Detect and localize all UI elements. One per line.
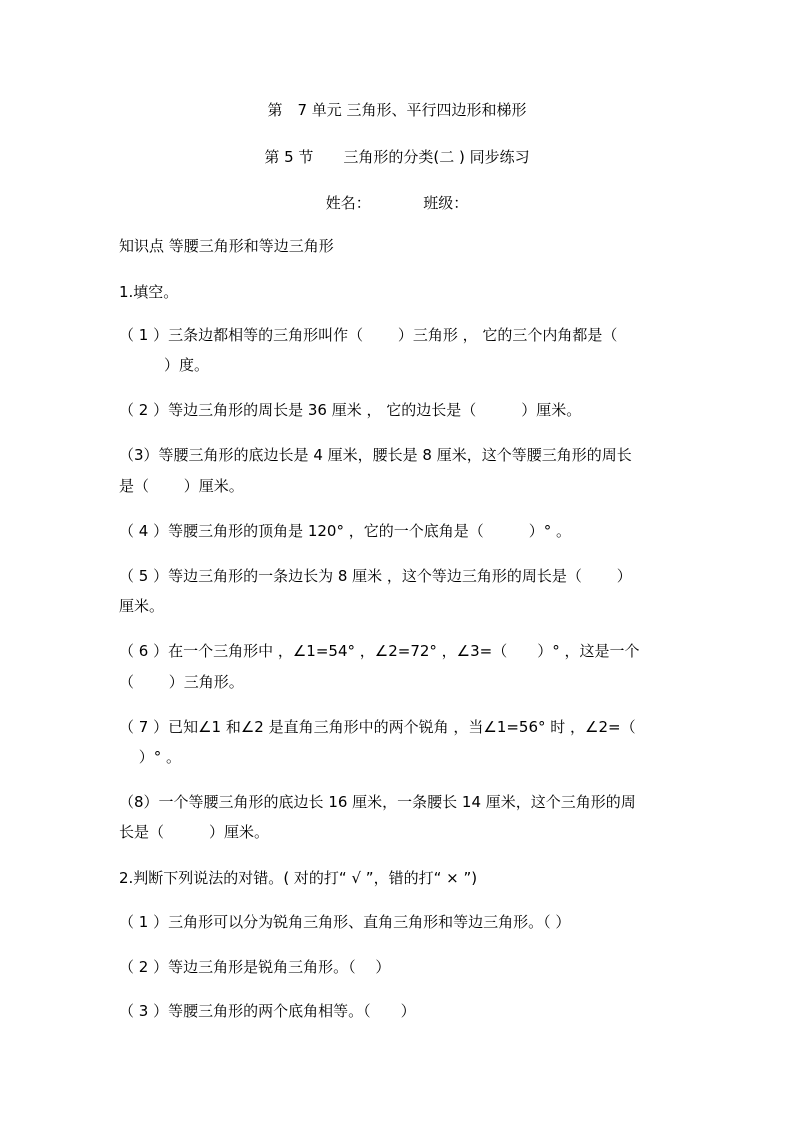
q1-item-1-line-2: ）度。 (119, 356, 210, 374)
q1-item-1-line-1: （ 1 ）三条边都相等的三角形叫作（ ）三角形 ， 它的三个内角都是（ (119, 326, 618, 344)
knowledge-point-heading: 知识点 等腰三角形和等边三角形 (119, 237, 334, 255)
question-2-heading: 2.判断下列说法的对错。( 对的打“ √ ”，错的打“ × ”) (119, 869, 478, 887)
q1-item-5-line-1: （ 5 ）等边三角形的一条边长为 8 厘米 ，这个等边三角形的周长是（ ） (119, 567, 632, 585)
q2-item-2-line-1: （ 2 ）等边三角形是锐角三角形。（ ） (119, 958, 391, 976)
q1-item-6-line-2: （ ）三角形。 (119, 673, 244, 691)
q1-item-7-line-1: （ 7 ）已知∠1 和∠2 是直角三角形中的两个锐角 ，当∠1=56° 时 ，∠2=（ (119, 718, 636, 736)
q1-item-7-line-2: ）° 。 (119, 748, 182, 766)
q1-item-4-line-1: （ 4 ）等腰三角形的顶角是 120° ，它的一个底角是（ ）° 。 (119, 522, 572, 540)
q2-item-3-line-1: （ 3 ）等腰三角形的两个底角相等。（ ） (119, 1002, 416, 1020)
q1-item-3-line-1: （3）等腰三角形的底边长是 4 厘米，腰长是 8 厘米，这个等腰三角形的周长 (119, 446, 632, 464)
q1-item-8-line-2: 长是（ ）厘米。 (119, 823, 270, 841)
q1-item-6-line-1: （ 6 ）在一个三角形中 ，∠1=54° ，∠2=72° ，∠3=（ ）° ，这是一个 (119, 642, 640, 660)
section-title: 第 5 节 三角形的分类(二 ) 同步练习 (264, 148, 530, 166)
question-1-heading: 1.填空。 (119, 283, 179, 301)
unit-title: 第 7 单元 三角形、平行四边形和梯形 (267, 101, 527, 119)
q1-item-8-line-1: （8）一个等腰三角形的底边长 16 厘米，一条腰长 14 厘米，这个三角形的周 (119, 793, 636, 811)
q1-item-3-line-2: 是（ ）厘米。 (119, 477, 244, 495)
q1-item-5-line-2: 厘米。 (119, 597, 165, 615)
q1-item-2-line-1: （ 2 ）等边三角形的周长是 36 厘米 ， 它的边长是（ ）厘米。 (119, 401, 582, 419)
name-class-line: 姓名： 班级： (325, 194, 469, 212)
q2-item-1-line-1: （ 1 ）三角形可以分为锐角三角形、直角三角形和等边三角形。（ ） (119, 913, 571, 931)
